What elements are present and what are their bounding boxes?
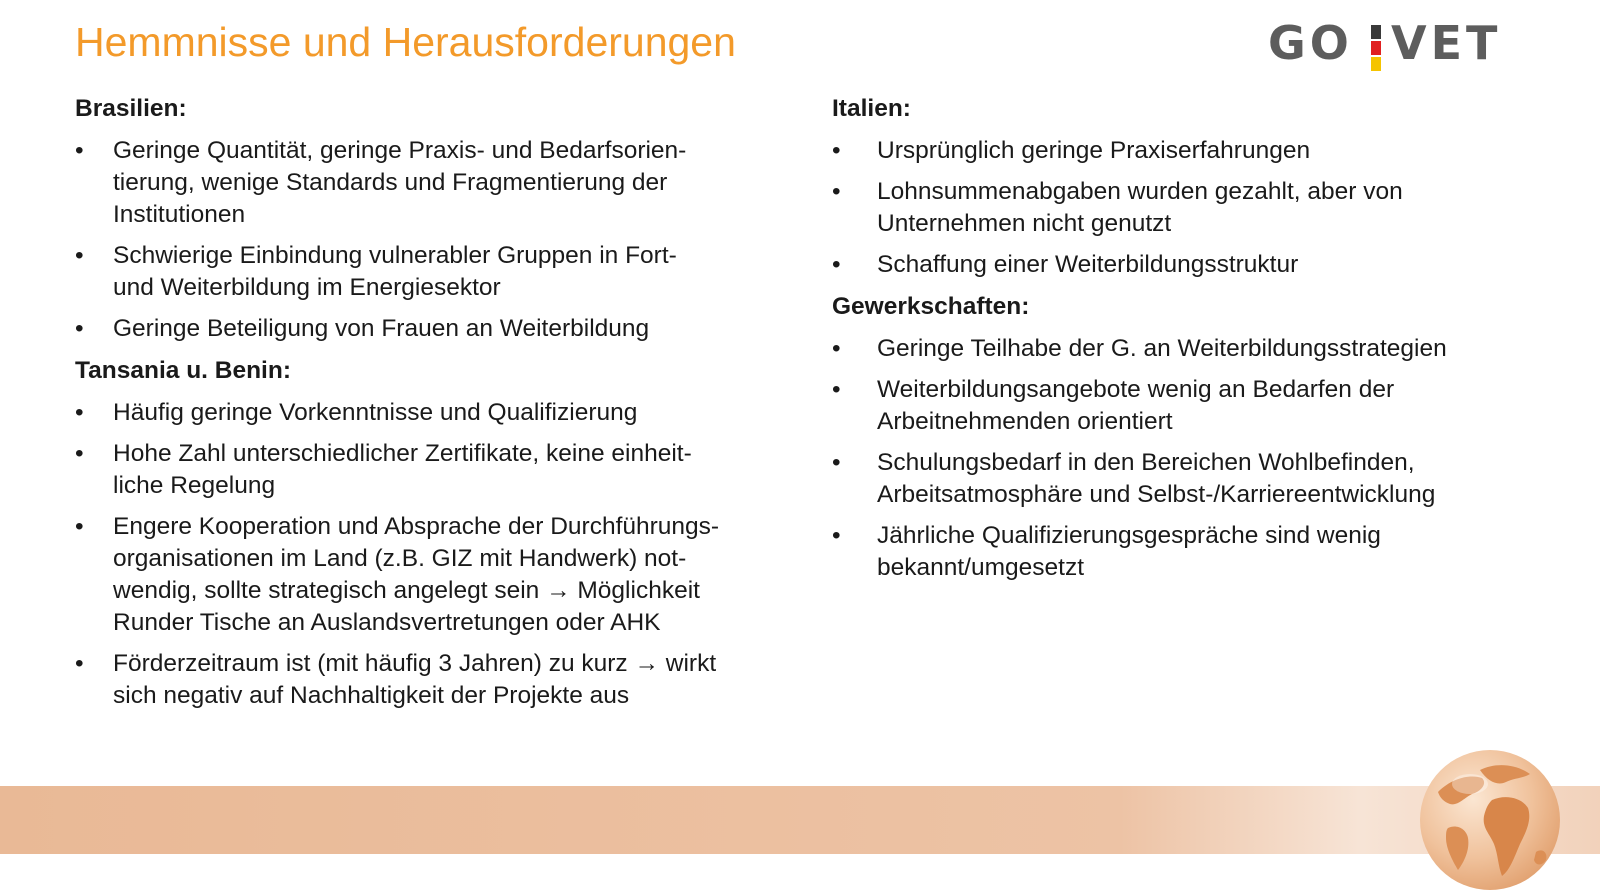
- section-brasilien: [75, 92, 810, 345]
- bullet-item: [832, 176, 1572, 240]
- bullet-list: [75, 135, 810, 345]
- bullet-item: [75, 240, 810, 304]
- bullet-item: [832, 447, 1572, 511]
- bullet-text: Geringe Teilhabe der G. an Weiterbildungsstrategien: [877, 335, 1447, 362]
- section-heading: Italien:: [832, 95, 911, 122]
- bullet-text: Schwierige Einbindung vulnerabler Gruppen in Fort- und Weiterbildung im Energiesektor: [113, 242, 677, 301]
- section-tansania-benin: [75, 354, 810, 712]
- bullet-text: Jährliche Qualifizierungsgespräche sind wenig bekannt/umgesetzt: [877, 522, 1381, 581]
- bullet-text: Ursprünglich geringe Praxiserfahrungen: [877, 137, 1311, 164]
- bullet-text: Geringe Beteiligung von Frauen an Weiterbildung: [113, 315, 650, 342]
- section-italien: [832, 92, 1572, 281]
- bullet-item: [832, 135, 1572, 167]
- bullet-text: Schaffung einer Weiterbildungsstruktur: [877, 251, 1299, 278]
- bullet-item: [832, 249, 1572, 281]
- left-column: [75, 92, 810, 721]
- bullet-text: Weiterbildungsangebote wenig an Bedarfen der Arbeitnehmenden orientiert: [877, 376, 1395, 435]
- german-flag-icon: [1371, 25, 1381, 75]
- bullet-text: Schulungsbedarf in den Bereichen Wohlbefinden, Arbeitsatmosphäre und Selbst-/Karriereentwicklung: [877, 449, 1436, 508]
- bullet-list: [832, 135, 1572, 281]
- section-heading: Tansania u. Benin:: [75, 357, 291, 384]
- bullet-item: [75, 438, 810, 502]
- bullet-text: Hohe Zahl unterschiedlicher Zertifikate, keine einheit- liche Regelung: [113, 440, 692, 499]
- globe-icon: [1418, 748, 1562, 892]
- bullet-item: [832, 374, 1572, 438]
- bullet-text: Förderzeitraum ist (mit häufig 3 Jahren) zu kurz → wirkt sich negativ auf Nachhaltigkeit der Projekte aus: [113, 650, 717, 709]
- bullet-text: Geringe Quantität, geringe Praxis- und Bedarfsorien- tierung, wenige Standards und Fragmentierung der Institutionen: [113, 137, 687, 228]
- bullet-item: [75, 135, 810, 231]
- bullet-item: [75, 648, 810, 712]
- bullet-list: [75, 397, 810, 712]
- section-heading: Gewerkschaften:: [832, 293, 1030, 320]
- section-heading: Brasilien:: [75, 95, 187, 122]
- bullet-text: Engere Kooperation und Absprache der Durchführungs- organisationen im Land (z.B. GIZ mit Handwerk) not- wendig, sollte strategisch angelegt sein → Möglichkeit Runder Tische an Auslandsvertretungen oder AHK: [113, 513, 720, 636]
- bullet-list: [832, 333, 1572, 584]
- footer-band: [0, 786, 1600, 854]
- govet-logo: [1268, 16, 1544, 78]
- bullet-item: [75, 397, 810, 429]
- logo-text-go: GO: [1268, 16, 1353, 70]
- bullet-text: Lohnsummenabgaben wurden gezahlt, aber von Unternehmen nicht genutzt: [877, 178, 1403, 237]
- logo-text-vet: VET: [1391, 16, 1502, 70]
- bullet-text: Häufig geringe Vorkenntnisse und Qualifizierung: [113, 399, 638, 426]
- bullet-item: [832, 333, 1572, 365]
- slide-title: Hemmnisse und Herausforderungen: [75, 19, 736, 65]
- bullet-item: [75, 511, 810, 639]
- bullet-item: [832, 520, 1572, 584]
- section-gewerkschaften: [832, 290, 1572, 584]
- bullet-item: [75, 313, 810, 345]
- right-column: [832, 92, 1572, 593]
